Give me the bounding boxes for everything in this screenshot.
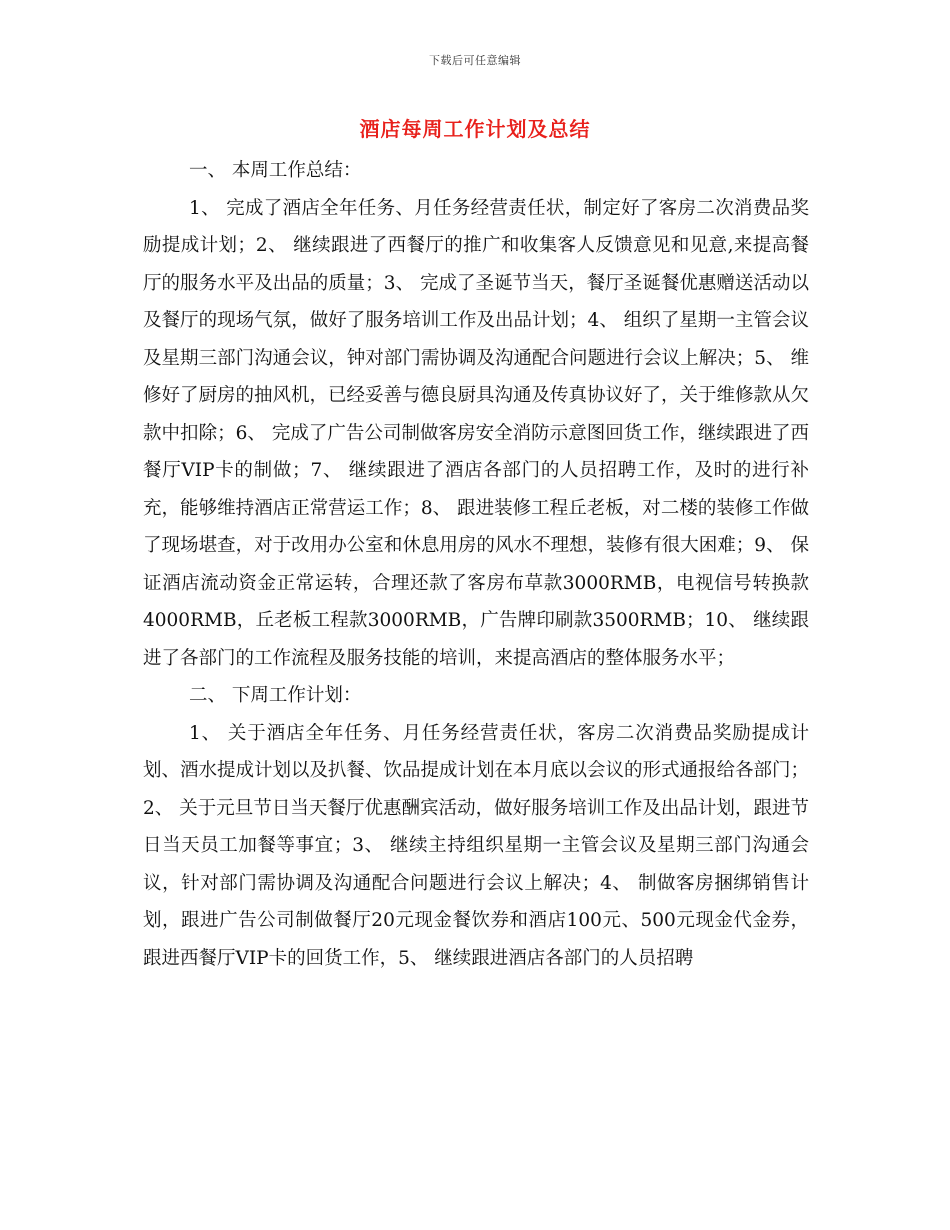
section-body-plan: 1、 关于酒店全年任务、月任务经营责任状，客房二次消费品奖励提成计划、酒水提成计划以及扒餐、饮品提成计划在本月底以会议的形式通报给各部门；2、 关于元旦节日当天餐厅优惠酬宾活动，做好服务培训工作及出品计划，跟进节日当天员工加餐等事宜；3、 继续主持组织星期一主管会议及星期三部门沟通会议，针对部门需协调及沟通配合问题进行会议上解决；4、 制做客房捆绑销售计划，跟进广告公司制做餐厅20元现金餐饮券和酒店100元、500元现金代金券，跟进西餐厅VIP卡的回货工作，5、 继续跟进酒店各部门的人员招聘 [143,722,810,969]
section-heading-summary: 一、 本周工作总结： [189,160,362,181]
section-body-summary: 1、 完成了酒店全年任务、月任务经营责任状，制定好了客房二次消费品奖励提成计划；2、 继续跟进了西餐厅的推广和收集客人反馈意见和见意,来提高餐厅的服务水平及出品的质量；3、 完成了圣诞节当天，餐厅圣诞餐优惠赠送活动以及餐厅的现场气氛，做好了服务培训工作及出品计划；4、 组织了星期一主管会议及星期三部门沟通会议，钟对部门需协调及沟通配合问题进行会议上解决；5、 维修好了厨房的抽风机，已经妥善与德良厨具沟通及传真协议好了，关于维修款从欠款中扣除；6、 完成了广告公司制做客房安全消防示意图回货工作，继续跟进了西餐厅VIP卡的制做；7、 继续跟进了酒店各部门的人员招聘工作，及时的进行补充，能够维持酒店正常营运工作；8、 跟进装修工程丘老板，对二楼的装修工作做了现场堪查，对于改用办公室和休息用房的风水不理想，装修有很大困难；9、 保证酒店流动资金正常运转，合理还款了客房布草款3000RMB，电视信号转换款4000RMB，丘老板工程款3000RMB，广告牌印刷款3500RMB；10、 继续跟进了各部门的工作流程及服务技能的培训，来提高酒店的整体服务水平； [143,197,810,669]
document-body [143,152,809,977]
document-title: 酒店每周工作计划及总结 [359,117,591,141]
page-header-note: 下载后可任意编辑 [429,54,521,67]
section-heading-plan: 二、 下周工作计划： [189,685,362,706]
